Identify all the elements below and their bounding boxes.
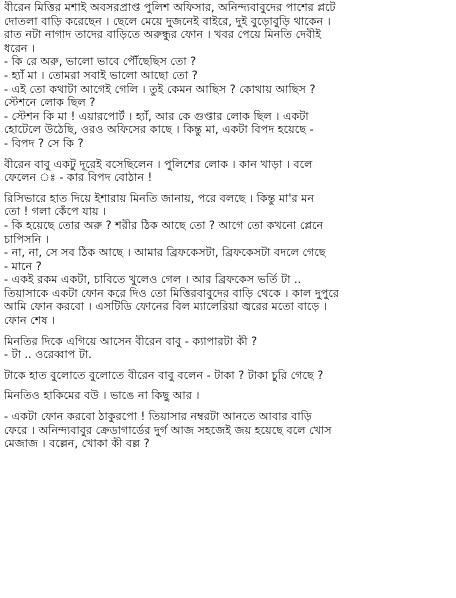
paragraph <box>4 192 452 328</box>
text-line: - স্টেশন কি মা ! এয়ারপোর্ট । হ্যাঁ, আর কে গুপ্তার লোক ছিল । একটা <box>4 109 309 123</box>
text-line: - হ্যাঁ মা । তোমরা সবাই ভালো আছো তো ? <box>4 68 198 82</box>
text-line: রিসিভারে হাত দিয়ে ইশারায় মিনতি জানায়, পরে বলছে । কিন্তু মা'র মন <box>4 191 315 205</box>
text-line: - বিপদ ? সে কি ? <box>4 136 84 150</box>
text-line: ফেরে । অনিন্দ্যবাবুর ক্রেডাগার্ডের দুর্গ আজ সহজেই জয় হয়েছে বলে খোস <box>4 423 332 437</box>
text-line: দোতলা বাড়ি করেছেন । ছেলে মেয়ে দুজনেই বাইরে, দুই বুড়োবুড়ি থাকেন । <box>4 14 331 28</box>
paragraph <box>4 389 452 403</box>
text-line: - কি রে অরু, ভালো ভাবে পৌঁছেছিস তো ? <box>4 55 197 69</box>
text-line: মিনতির দিকে এগিয়ে আসেন বীরেন বাবু - ক্যাপারটা কী ? <box>4 334 258 348</box>
text-line: ফোন শেষ । <box>4 314 56 328</box>
text-line: - টা .. ওরেব্বাপ টা. <box>4 348 92 362</box>
text-line: আমি ফোন করবো । এসটিডি ফোনের বিল ম্যালেরিয়া জ্বরের মতো বাড়ে । <box>4 300 327 314</box>
text-line: - না, না, সে সব ঠিক আছে । আমার ব্রিফকেসটা, ব্রিফকেসটা বদলে গেছে <box>4 246 326 260</box>
text-line: - মানে ? <box>4 259 42 273</box>
text-line: ফেলেন ঃ - কার বিপদ বোঠান ! <box>4 171 153 185</box>
paragraph-gap <box>4 382 452 389</box>
paragraph <box>4 158 452 185</box>
text-line: - একই রকম একটা, চাবিতে খুলেও গেল । আর ব্রিফকেস ভর্তি টা .. <box>4 273 302 287</box>
paragraph <box>4 410 452 451</box>
text-line: - কি হয়েছে তোর অরু ? শরীর ঠিক আছে তো ? আগে তো কখনো প্লেনে <box>4 218 324 232</box>
text-line: মেজাজ । বল্লেন, খোকা কী বল্ল ? <box>4 437 150 451</box>
text-line: বীরেন বাবু একটু দূরেই বসেছিলেন । পুলিশের লোক । কান খাড়া । বলে <box>4 157 313 171</box>
text-line: তিয়াসাকে একটা ফোন করে দিও তো মিত্তিরবাবুদের বাড়ি থেকে । কাল দুপুরে <box>4 286 340 300</box>
paragraph <box>4 1 452 151</box>
text-line: তো ! গলা কেঁপে যায় । <box>4 205 107 219</box>
paragraph-gap <box>4 185 452 192</box>
text-line: টাকে হাত বুলোতে বুলোতে বীরেন বাবু বলেন - টাকা ? টাকা চুরি গেছে ? <box>4 368 324 382</box>
text-line: বীরেন মিত্তির মশাই অবসরপ্রাপ্ত পুলিশ অফিসার, অনিন্দ্যবাবুদের পাশের প্লটে <box>4 1 336 14</box>
paragraph-gap <box>4 151 452 158</box>
text-line: ধরেন । <box>4 41 36 55</box>
text-line: - এই তো কথাটা আগেই গেলি । তুই কেমন আছিস ? কোথায় আছিস ? <box>4 82 316 96</box>
paragraph-gap <box>4 362 452 369</box>
paragraph-gap <box>4 328 452 335</box>
text-line: মিনতিও হাকিমের বউ । ভাঙে না কিছু আর । <box>4 389 200 403</box>
text-line: হোটেলে উঠেছি, ওরও অফিসের কাছে । কিন্তু মা, একটা বিপদ হয়েছে - <box>4 123 314 137</box>
paragraph <box>4 369 452 383</box>
paragraph <box>4 335 452 362</box>
text-line: রাত নটা নাগাদ তাদের বাড়িতে অরুন্ধুর ফোন । খবর পেয়ে মিনতি দেবীই <box>4 28 322 42</box>
text-line: স্টেশনে লোক ছিল ? <box>4 96 96 110</box>
text-line: চাপিসনি । <box>4 232 49 246</box>
text-line: - একটা ফোন করবো ঠাকুরপো ! তিয়াসার নম্বরটা আনতে আবার বাড়ি <box>4 410 312 424</box>
paragraph-gap <box>4 403 452 410</box>
